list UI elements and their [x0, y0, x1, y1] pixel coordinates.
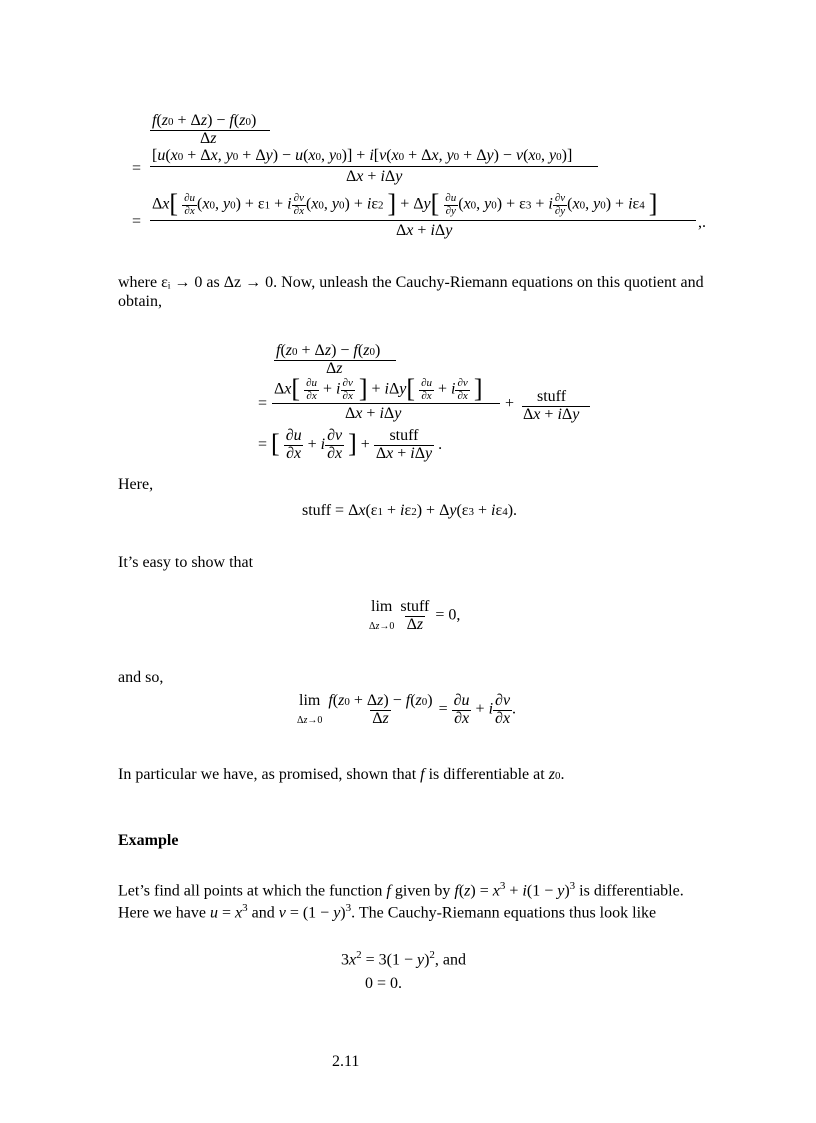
- eq5-stuff: stuff: [537, 388, 567, 405]
- eq5-denominator: Δx + iΔy: [345, 405, 402, 422]
- eq5-plus: +: [505, 395, 515, 412]
- eq3-numerator: Δx[ $\frac{\partial u}{\partial x}$ (x0, y0) + ε1 + i $\frac{\partial v}{\partial x}$ (x0, y0) + iε2 ] + Δy[ $\frac{\partial u}{\partial y}$ (x0, y0) + ε3 + i $\frac{\partial v}{\partial y}$ (x0, y0) + iε4 ]: [152, 188, 658, 218]
- example-heading: Example: [118, 832, 179, 849]
- eq5-bar: [272, 403, 500, 404]
- eq2-denominator: Δx + iΔy: [346, 168, 403, 185]
- eq2-equals: =: [132, 160, 142, 177]
- eq5-stuff-denominator: Δx + iΔy: [523, 406, 580, 423]
- eq-limit-derivative: lim Δz→0 $\frac{f(z0 + \Delta z) - f(z0)}{\Delta z}$ = $\frac{\partial u}{\partial x}$ + i $\frac{\partial v}{\partial x}$ .: [297, 691, 517, 727]
- eq3-equals: =: [132, 213, 142, 230]
- label-here: Here,: [118, 476, 154, 493]
- eq4-denominator: Δz: [326, 360, 343, 377]
- paragraph-obtain: obtain,: [118, 293, 162, 310]
- eq3-trailing: ,.: [698, 214, 706, 231]
- eq1-numerator: f(z0 + Δz) − f(z0): [152, 112, 257, 129]
- eq2-bar: [150, 166, 598, 167]
- example-eq1: $3x^2 = 3(1 - y)^2$, and: [341, 949, 467, 969]
- example-eq2: 0 = 0.: [365, 975, 403, 992]
- eq6: = [ $\frac{\partial u}{\partial x}$ + i $\frac{\partial v}{\partial x}$ ] + $\frac{\text{stuff}}{\text{Δx + iΔy}}$ .: [258, 427, 443, 462]
- paragraph-andso: and so,: [118, 669, 164, 686]
- eq5-numerator: Δx[ $\frac{\partial u}{\partial x}$ + i $\frac{\partial v}{\partial x}$ ] + iΔy[ $\frac{\partial u}{\partial x}$ + i $\frac{\partial v}{\partial x}$ ]: [274, 373, 483, 403]
- paragraph-where: where εᵢ → 0 as Δz → 0. Now, unleash the Cauchy-Riemann equations on this quotient and: [118, 274, 704, 291]
- eq4-numerator: f(z0 + Δz) − f(z0): [276, 342, 381, 359]
- page-number: 2.11: [332, 1053, 360, 1070]
- example-line1: Let’s find all points at which the function f given by $f(z) = x^3 + i(1 - y)^3$ is differentiable.: [118, 880, 684, 900]
- eq-stuff-definition: stuff = Δx(ε1 + iε2) + Δy(ε3 + iε4).: [302, 502, 518, 519]
- example-line2: Here we have $u = x^3$ and $v = (1 - y)^3$. The Cauchy-Riemann equations thus look like: [118, 902, 657, 922]
- eq3-bar: [150, 220, 696, 221]
- paragraph-particular: In particular we have, as promised, shown that f is differentiable at z0.: [118, 766, 565, 783]
- eq3-denominator: Δx + iΔy: [396, 222, 453, 239]
- eq1-denominator: Δz: [200, 130, 217, 147]
- eq5-equals: =: [258, 395, 268, 412]
- eq2-numerator: [u(x0 + Δx, y0 + Δy) − u(x0, y0)] + i[v(x0 + Δx, y0 + Δy) − v(x0, y0)]: [152, 147, 573, 164]
- eq-limit-stuff: lim Δz→0 $\frac{\text{stuff}}{\Delta z}$ = 0,: [369, 597, 461, 633]
- paragraph-easy: It’s easy to show that: [118, 554, 254, 571]
